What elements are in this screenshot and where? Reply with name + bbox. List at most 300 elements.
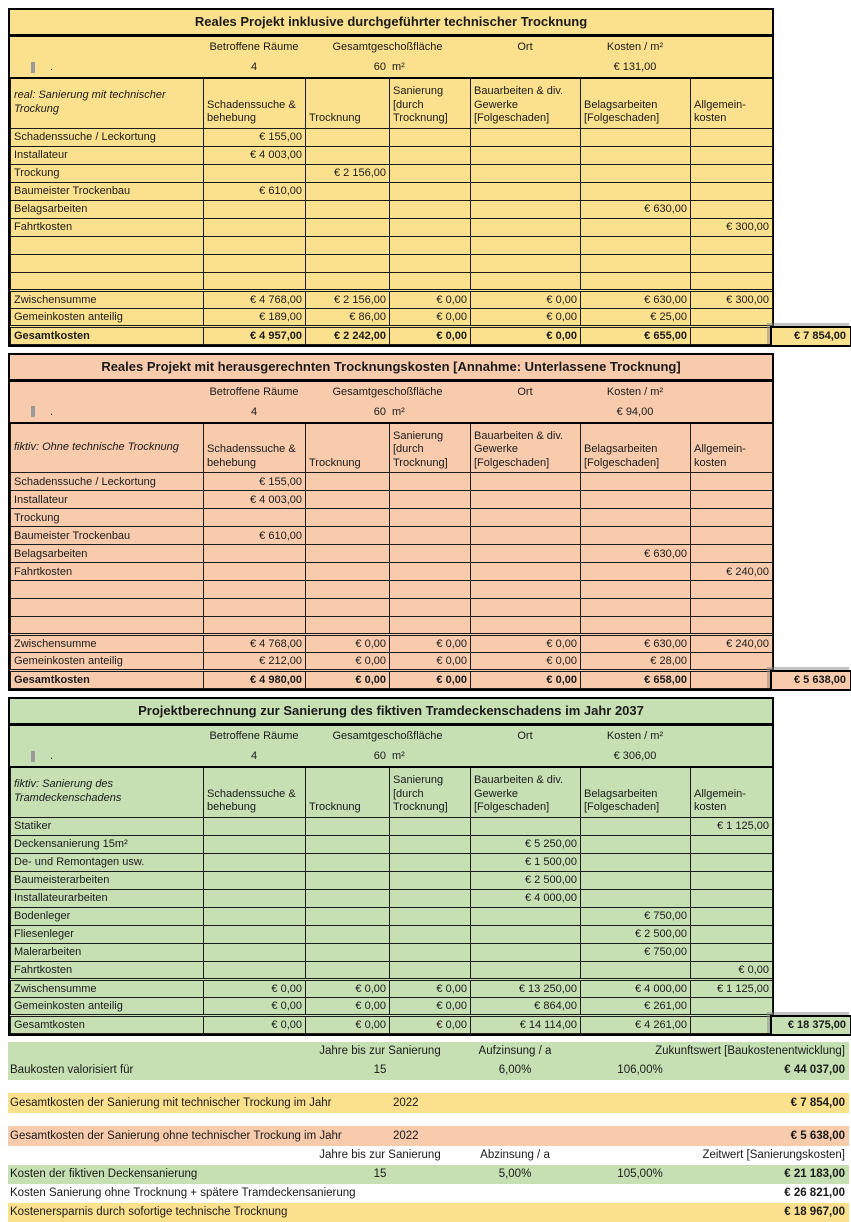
area-label: Gesamtgeschoßfläche [332, 41, 443, 53]
amount-cell [390, 545, 471, 563]
amount-cell [390, 961, 471, 979]
row-label: Installateur [11, 491, 204, 509]
amount-cell: € 630,00 [581, 290, 691, 308]
amount-cell [390, 817, 471, 835]
amount-cell [471, 961, 581, 979]
amount-cell: € 155,00 [204, 473, 306, 491]
savings-row [8, 1203, 849, 1222]
amount-cell: € 0,00 [390, 1015, 471, 1033]
amount-cell [204, 563, 306, 581]
amount-cell [390, 182, 471, 200]
amount-cell [390, 218, 471, 236]
amount-cell [204, 581, 306, 599]
grandtotal-row [11, 1015, 773, 1033]
amount-cell [471, 581, 581, 599]
amount-cell: € 0,00 [471, 290, 581, 308]
amount-cell [581, 889, 691, 907]
bar-label: Gesamtkosten der Sanierung mit technischer Trockung im Jahr [10, 1096, 332, 1109]
amount-cell [390, 164, 471, 182]
amount-cell: € 0,00 [390, 979, 471, 997]
amount-cell [581, 146, 691, 164]
amount-cell: € 750,00 [581, 943, 691, 961]
info-band [10, 382, 772, 424]
grand-total-box: € 5 638,00 [770, 670, 851, 691]
amount-cell [581, 617, 691, 635]
scenario-label: fiktiv: Ohne technische Trocknung [11, 424, 204, 473]
amount-cell [306, 617, 390, 635]
amount-cell [581, 817, 691, 835]
amount-cell [390, 563, 471, 581]
amount-cell [390, 527, 471, 545]
amount-cell [306, 200, 390, 218]
amount-cell [390, 128, 471, 146]
amount-cell [471, 907, 581, 925]
amount-cell [471, 925, 581, 943]
total-without-drying-bar [8, 1126, 849, 1146]
rooms-label: Betroffene Räume [209, 730, 299, 742]
corner-mark: . [10, 750, 203, 762]
amount-cell: € 0,00 [390, 326, 471, 344]
amount-cell: € 0,00 [471, 308, 581, 326]
data-row [11, 128, 773, 146]
amount-cell [390, 617, 471, 635]
col-header: Sanierung [durch Trocknung] [390, 79, 471, 128]
amount-cell: € 864,00 [471, 997, 581, 1015]
amount-cell: € 0,00 [390, 653, 471, 671]
amount-cell [691, 509, 773, 527]
amount-cell: € 0,00 [471, 635, 581, 653]
column-header-row [11, 424, 773, 473]
amount-cell: € 0,00 [306, 979, 390, 997]
table-real-mit-trocknung [8, 8, 846, 347]
amount-cell [306, 491, 390, 509]
subtotal-row [11, 979, 773, 997]
area-unit: m² [392, 61, 405, 73]
cost-per-m2-value: € 131,00 [613, 61, 657, 73]
amount-cell [306, 218, 390, 236]
amount-cell: € 4 768,00 [204, 290, 306, 308]
data-row [11, 527, 773, 545]
amount-cell: € 0,00 [691, 961, 773, 979]
data-row [11, 943, 773, 961]
amount-cell [306, 473, 390, 491]
amount-cell [581, 218, 691, 236]
table-fiktiv-2037 [8, 697, 846, 1036]
amount-cell: € 240,00 [691, 563, 773, 581]
data-row [11, 907, 773, 925]
amount-cell [691, 907, 773, 925]
row-label [11, 617, 204, 635]
amount-cell: € 658,00 [581, 671, 691, 689]
row-label: Gemeinkosten anteilig [11, 997, 204, 1015]
area-unit: m² [392, 750, 405, 762]
rooms-value: 4 [250, 750, 258, 762]
amount-cell: € 0,00 [390, 671, 471, 689]
amount-cell [204, 599, 306, 617]
data-row [11, 617, 773, 635]
amount-cell: € 2 500,00 [471, 871, 581, 889]
amount-cell [204, 889, 306, 907]
future-value-row [8, 1061, 849, 1080]
rate-header: Aufzinsung / a [478, 1045, 552, 1057]
ort-label: Ort [517, 385, 533, 398]
amount-cell [306, 889, 390, 907]
corner-mark: . [10, 406, 203, 418]
cost-grid [10, 79, 773, 345]
data-row [11, 817, 773, 835]
rate-value: 5,00% [498, 1168, 532, 1180]
col-header: Allgemein- kosten [691, 424, 773, 473]
row-label: Belagsarbeiten [11, 200, 204, 218]
col-header: Bauarbeiten & div. Gewerke [Folgeschaden] [471, 768, 581, 817]
overhead-row [11, 653, 773, 671]
amount-cell [471, 473, 581, 491]
amount-cell [581, 182, 691, 200]
amount-cell [471, 218, 581, 236]
amount-cell: € 2 156,00 [306, 290, 390, 308]
combined-cost-row [8, 1184, 849, 1203]
row-label: Kosten Sanierung ohne Trocknung + spätere Tramdeckensanierung [10, 1187, 356, 1199]
amount-cell [691, 599, 773, 617]
data-row [11, 236, 773, 254]
amount-cell [204, 925, 306, 943]
amount-cell: € 630,00 [581, 200, 691, 218]
amount-cell [390, 200, 471, 218]
amount-cell [204, 617, 306, 635]
col-header: Bauarbeiten & div. Gewerke [Folgeschaden] [471, 424, 581, 473]
row-label: Fahrtkosten [11, 961, 204, 979]
savings-value: € 18 967,00 [784, 1206, 845, 1218]
area-label: Gesamtgeschoßfläche [332, 385, 443, 398]
data-row [11, 835, 773, 853]
row-label: Bodenleger [11, 907, 204, 925]
data-row [11, 925, 773, 943]
amount-cell [471, 545, 581, 563]
amount-cell: € 655,00 [581, 326, 691, 344]
amount-cell [306, 146, 390, 164]
amount-cell: € 1 125,00 [691, 979, 773, 997]
amount-cell [204, 853, 306, 871]
amount-cell: € 4 000,00 [471, 889, 581, 907]
amount-cell [306, 943, 390, 961]
amount-cell [691, 835, 773, 853]
amount-cell [471, 164, 581, 182]
row-label: Zwischensumme [11, 635, 204, 653]
amount-cell [691, 889, 773, 907]
row-label [11, 272, 204, 290]
amount-cell [306, 925, 390, 943]
data-row [11, 509, 773, 527]
scenario-label: real: Sanierung mit technischer Trockung [11, 79, 204, 128]
amount-cell [691, 671, 773, 689]
amount-cell [691, 491, 773, 509]
amount-cell [471, 128, 581, 146]
data-row [11, 272, 773, 290]
result-header: Zeitwert [Sanierungskosten] [702, 1149, 845, 1161]
row-label: Gemeinkosten anteilig [11, 653, 204, 671]
amount-cell [691, 545, 773, 563]
amount-cell [204, 164, 306, 182]
amount-cell [390, 871, 471, 889]
row-label: Gemeinkosten anteilig [11, 308, 204, 326]
amount-cell [390, 509, 471, 527]
amount-cell [691, 182, 773, 200]
overhead-row [11, 308, 773, 326]
amount-cell [691, 146, 773, 164]
amount-cell [306, 527, 390, 545]
future-value: € 44 037,00 [784, 1064, 845, 1076]
column-header-row [11, 768, 773, 817]
col-header: Schadenssuche & behebung [204, 424, 306, 473]
factor-value: 105,00% [617, 1168, 663, 1180]
row-label: Kostenersparnis durch sofortige technische Trocknung [10, 1206, 288, 1218]
amount-cell [390, 254, 471, 272]
area-unit: m² [392, 405, 405, 418]
amount-cell: € 610,00 [204, 527, 306, 545]
amount-cell [390, 236, 471, 254]
amount-cell [581, 527, 691, 545]
amount-cell: € 13 250,00 [471, 979, 581, 997]
amount-cell: € 750,00 [581, 907, 691, 925]
table-title: Projektberechnung zur Sanierung des fiktiven Tramdeckenschadens im Jahr 2037 [10, 699, 772, 726]
amount-cell [691, 527, 773, 545]
amount-cell: € 28,00 [581, 653, 691, 671]
amount-cell [204, 200, 306, 218]
rate-value: 6,00% [498, 1064, 532, 1076]
amount-cell [390, 599, 471, 617]
amount-cell [691, 1015, 773, 1033]
amount-cell: € 2 156,00 [306, 164, 390, 182]
amount-cell: € 4 768,00 [204, 635, 306, 653]
data-row [11, 961, 773, 979]
amount-cell [691, 164, 773, 182]
data-row [11, 200, 773, 218]
amount-cell: € 4 003,00 [204, 491, 306, 509]
amount-cell: € 0,00 [306, 1015, 390, 1033]
col-header: Schadenssuche & behebung [204, 79, 306, 128]
amount-cell [471, 236, 581, 254]
amount-cell: € 212,00 [204, 653, 306, 671]
amount-cell [204, 236, 306, 254]
amount-cell [306, 907, 390, 925]
data-row [11, 581, 773, 599]
amount-cell: € 4 000,00 [581, 979, 691, 997]
amount-cell: € 0,00 [204, 997, 306, 1015]
amount-cell [691, 581, 773, 599]
summary-area [8, 1042, 849, 1222]
amount-cell: € 4 957,00 [204, 326, 306, 344]
overhead-row [11, 997, 773, 1015]
amount-cell [306, 563, 390, 581]
amount-cell [204, 545, 306, 563]
ort-label: Ort [517, 41, 533, 53]
amount-cell [471, 617, 581, 635]
row-label [11, 236, 204, 254]
amount-cell: € 0,00 [390, 290, 471, 308]
data-row [11, 164, 773, 182]
years-header: Jahre bis zur Sanierung [319, 1149, 441, 1161]
info-band [10, 726, 772, 768]
subtotal-row [11, 290, 773, 308]
amount-cell: € 1 500,00 [471, 853, 581, 871]
bar-label: Gesamtkosten der Sanierung ohne technischer Trockung im Jahr [10, 1129, 342, 1142]
row-label: Baumeisterarbeiten [11, 871, 204, 889]
row-label: Fahrtkosten [11, 563, 204, 581]
bar-year: 2022 [393, 1096, 419, 1109]
amount-cell [306, 236, 390, 254]
amount-cell [390, 146, 471, 164]
row-label: Statiker [11, 817, 204, 835]
amount-cell [691, 128, 773, 146]
row-label: Fahrtkosten [11, 218, 204, 236]
amount-cell [581, 581, 691, 599]
amount-cell [390, 272, 471, 290]
amount-cell [581, 473, 691, 491]
col-header: Belagsarbeiten [Folgeschaden] [581, 424, 691, 473]
col-header: Sanierung [durch Trocknung] [390, 768, 471, 817]
amount-cell: € 5 250,00 [471, 835, 581, 853]
col-header: Trocknung [306, 424, 390, 473]
col-header: Bauarbeiten & div. Gewerke [Folgeschaden] [471, 79, 581, 128]
present-value: € 21 183,00 [784, 1168, 845, 1180]
amount-cell [581, 871, 691, 889]
cost-per-m2-label: Kosten / m² [606, 385, 664, 398]
amount-cell [471, 943, 581, 961]
amount-cell [691, 236, 773, 254]
amount-cell [471, 182, 581, 200]
area-value: 60 [373, 61, 386, 73]
amount-cell [581, 491, 691, 509]
rooms-label: Betroffene Räume [209, 385, 299, 398]
amount-cell: € 86,00 [306, 308, 390, 326]
amount-cell [306, 182, 390, 200]
cost-per-m2-value: € 94,00 [616, 405, 654, 418]
amount-cell [390, 491, 471, 509]
amount-cell [204, 817, 306, 835]
amount-cell [306, 835, 390, 853]
row-label: Baumeister Trockenbau [11, 527, 204, 545]
data-row [11, 545, 773, 563]
amount-cell [390, 473, 471, 491]
total-with-drying-bar [8, 1093, 849, 1113]
data-row [11, 146, 773, 164]
amount-cell: € 0,00 [471, 326, 581, 344]
amount-cell [390, 581, 471, 599]
amount-cell [691, 653, 773, 671]
amount-cell [390, 925, 471, 943]
ort-label: Ort [517, 730, 533, 742]
amount-cell [204, 961, 306, 979]
amount-cell: € 0,00 [306, 997, 390, 1015]
amount-cell [390, 835, 471, 853]
amount-cell [691, 272, 773, 290]
amount-cell: € 300,00 [691, 218, 773, 236]
amount-cell [306, 961, 390, 979]
amount-cell: € 0,00 [390, 308, 471, 326]
col-header: Allgemein- kosten [691, 79, 773, 128]
amount-cell: € 4 003,00 [204, 146, 306, 164]
row-label: Installateurarbeiten [11, 889, 204, 907]
subtotal-row [11, 635, 773, 653]
amount-cell [691, 254, 773, 272]
future-value-block [8, 1042, 849, 1080]
amount-cell: € 155,00 [204, 128, 306, 146]
amount-cell [306, 871, 390, 889]
area-value: 60 [373, 750, 386, 762]
amount-cell [471, 491, 581, 509]
amount-cell [581, 254, 691, 272]
table-title: Reales Projekt inklusive durchgeführter technischer Trocknung [10, 10, 772, 37]
col-header: Belagsarbeiten [Folgeschaden] [581, 79, 691, 128]
amount-cell: € 0,00 [390, 997, 471, 1015]
amount-cell: € 4 980,00 [204, 671, 306, 689]
scenario-label: fiktiv: Sanierung des Tramdeckenschadens [11, 768, 204, 817]
row-label [11, 254, 204, 272]
row-label: Malerarbeiten [11, 943, 204, 961]
amount-cell [306, 509, 390, 527]
col-header: Sanierung [durch Trocknung] [390, 424, 471, 473]
amount-cell [204, 218, 306, 236]
amount-cell: € 2 242,00 [306, 326, 390, 344]
data-row [11, 889, 773, 907]
amount-cell [306, 254, 390, 272]
row-label: Gesamtkosten [11, 326, 204, 344]
amount-cell: € 2 500,00 [581, 925, 691, 943]
amount-cell [581, 128, 691, 146]
years-value: 15 [373, 1064, 387, 1076]
amount-cell [390, 907, 471, 925]
amount-cell [306, 545, 390, 563]
amount-cell [471, 200, 581, 218]
amount-cell [204, 907, 306, 925]
amount-cell [204, 943, 306, 961]
amount-cell [691, 997, 773, 1015]
amount-cell: € 610,00 [204, 182, 306, 200]
row-label: Deckensanierung 15m² [11, 835, 204, 853]
data-row [11, 254, 773, 272]
combined-cost-value: € 26 821,00 [784, 1187, 845, 1199]
amount-cell [204, 509, 306, 527]
grand-total-box: € 7 854,00 [770, 326, 851, 347]
column-header-row [11, 79, 773, 128]
info-band [10, 37, 772, 79]
amount-cell [471, 599, 581, 617]
amount-cell [471, 146, 581, 164]
cost-per-m2-label: Kosten / m² [606, 730, 664, 742]
amount-cell [390, 889, 471, 907]
row-label [11, 581, 204, 599]
row-label: De- und Remontagen usw. [11, 853, 204, 871]
amount-cell [204, 254, 306, 272]
amount-cell [471, 509, 581, 527]
amount-cell [204, 871, 306, 889]
amount-cell: € 630,00 [581, 545, 691, 563]
amount-cell [691, 871, 773, 889]
data-row [11, 563, 773, 581]
row-label: Zwischensumme [11, 979, 204, 997]
years-header: Jahre bis zur Sanierung [319, 1045, 441, 1057]
row-label: Baumeister Trockenbau [11, 182, 204, 200]
data-row [11, 871, 773, 889]
amount-cell: € 189,00 [204, 308, 306, 326]
amount-cell [581, 599, 691, 617]
row-label: Kosten der fiktiven Deckensanierung [10, 1168, 198, 1180]
rate-header: Abzinsung / a [480, 1149, 550, 1161]
amount-cell [471, 817, 581, 835]
cost-per-m2-label: Kosten / m² [606, 41, 664, 53]
bar-value: € 7 854,00 [790, 1096, 845, 1109]
amount-cell [204, 272, 306, 290]
